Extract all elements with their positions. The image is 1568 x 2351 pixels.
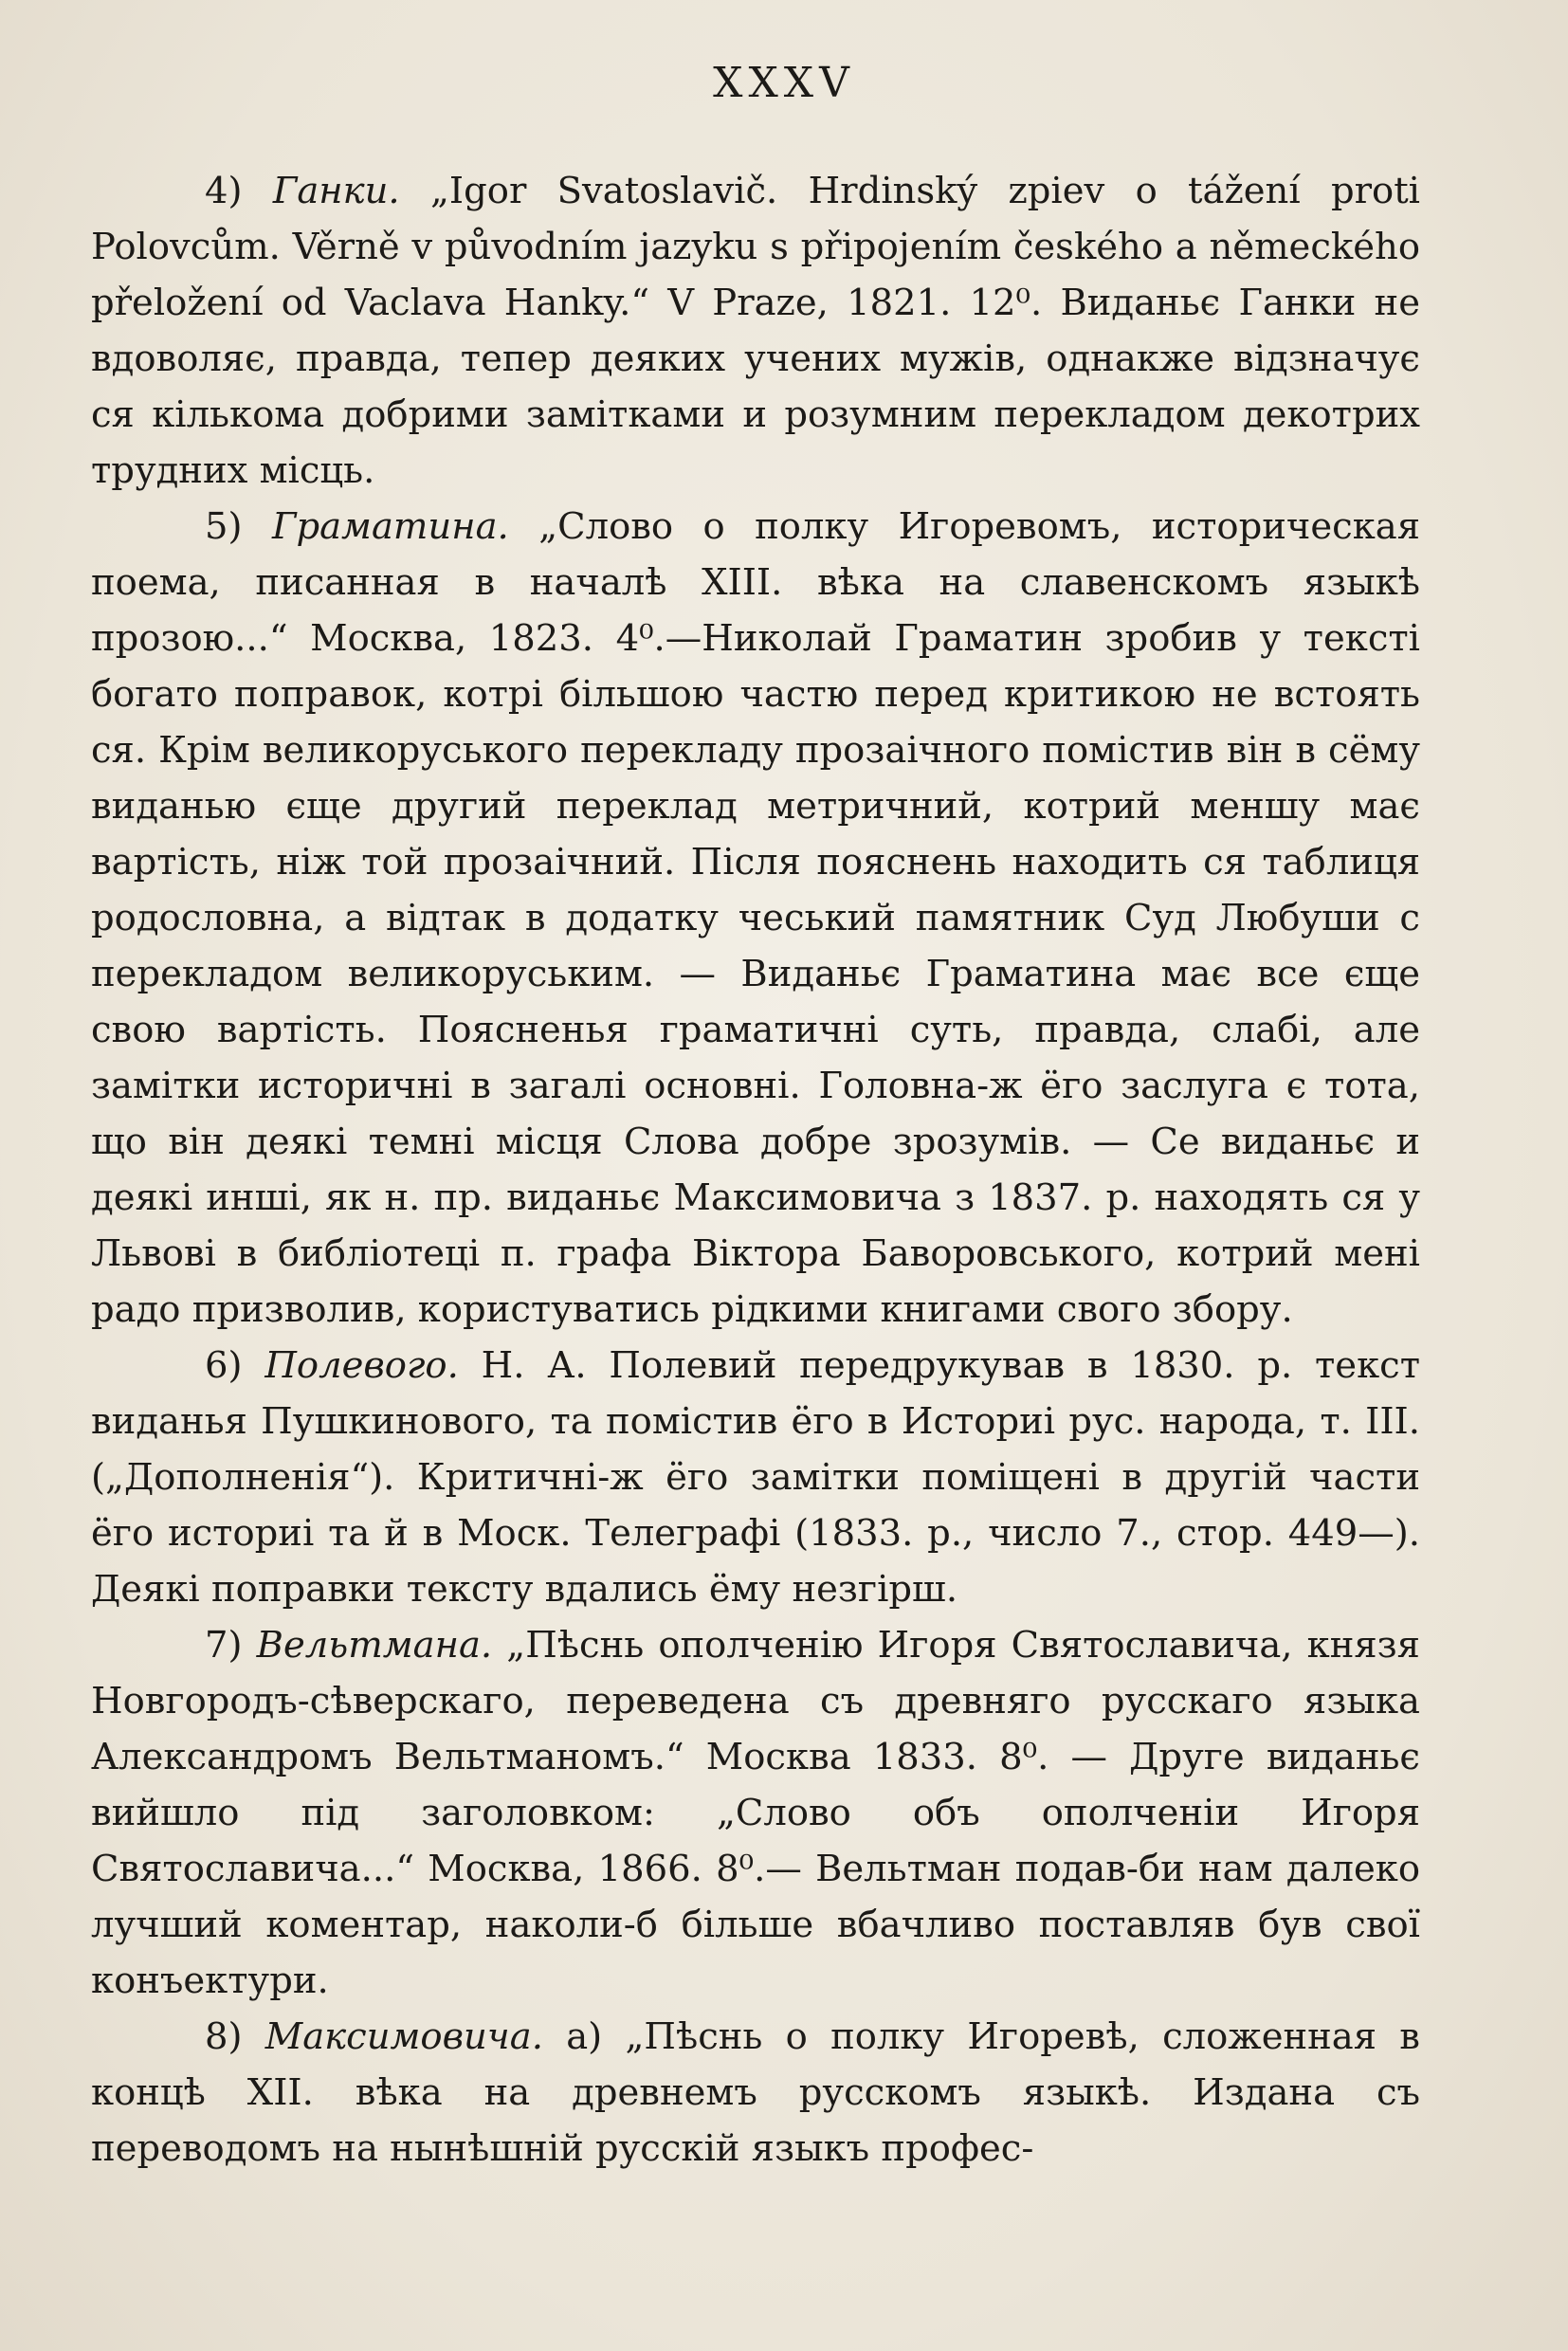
page-number: XXXV [713,59,855,107]
entry-author: Максимовича. [264,2015,543,2058]
entry-author: Полевого. [264,1344,459,1387]
entry-body: а) „Пѣснь о полку Игоревѣ, сложенная в концѣ XII. вѣка на древнемъ русскомъ языкѣ. Издана съ переводомъ на нынѣшній русскій языкъ профес- [91,2015,1420,2170]
entry-number: 6) [205,1344,243,1387]
entry-gramatin [91,499,1420,1338]
entry-author: Граматина. [271,505,509,548]
entry-number: 7) [205,1624,243,1667]
page-text [91,163,1420,2177]
entry-number: 5) [205,505,243,548]
entry-author: Вельтмана. [256,1624,493,1667]
entry-hanka [91,163,1420,499]
entry-veltman [91,1617,1420,2009]
entry-body: „Igor Svatoslavič. Hrdinský zpiev o tážení proti Polovcům. Věrně v původním jazyku s připojením českého a německého přeložení od Vaclava Hanky.“ V Praze, 1821. 12⁰. Виданьє Ганки не вдоволяє, правда, тепер деяких учених мужів, однакже відзначує ся кількома добрими замітками и розумним перекладом декотрих трудних місць. [91,170,1420,492]
entry-number: 4) [205,170,243,212]
entry-number: 8) [205,2015,243,2058]
entry-body: Н. А. Полевий передрукував в 1830. р. текст виданья Пушкинового, та помістив ёго в Историі рус. народа, т. III. („Дополненія“). Критичні-ж ёго замітки поміщені в другій части ёго историі та й в Моск. Телеграфі (1833. р., число 7., стор. 449—). Деякі поправки тексту вдались ёму незгірш. [91,1344,1420,1611]
entry-body: „Пѣснь ополченію Игоря Святославича, князя Новгородъ-сѣверскаго, переведена съ древняго русскаго языка Александромъ Вельтманомъ.“ Москва 1833. 8⁰. — Друге виданьє вийшло під заголовком: „Слово объ ополченіи Игоря Святославича...“ Москва, 1866. 8⁰.— Вельтман подав-би нам далеко лучший коментар, наколи-б більше вбачливо поставляв був свої конъектури. [91,1624,1420,2002]
entry-body: „Слово о полку Игоревомъ, историческая поема, писанная в началѣ XIII. вѣка на славенскомъ языкѣ прозою...“ Москва, 1823. 4⁰.—Николай Граматин зробив у тексті богато поправок, котрі більшою частю перед критикою не встоять ся. Крім великоруського перекладу прозаічного помістив він в сёму виданью єще другий переклад метричний, котрий меншу має вартість, ніж той прозаічний. Після пояснень находить ся таблиця родословна, а відтак в додатку чеський памятник Суд Любуши с перекладом великоруським. — Виданьє Граматина має все єще свою вартість. Поясненья граматичні суть, правда, слабі, але замітки историчні в загалі основні. Головна-ж ёго заслуга є тота, що він деякі темні місця Слова добре зрозумів. — Се виданьє и деякі инші, як н. пр. виданьє Максимовича з 1837. р. находять ся у Львові в библіотеці п. графа Віктора Баворовського, котрий мені радо призволив, користуватись рідкими книгами свого збору. [91,505,1420,1331]
entry-maksimovich [91,2009,1420,2177]
entry-author: Ганки. [272,170,400,212]
entry-polevoy [91,1338,1420,1617]
